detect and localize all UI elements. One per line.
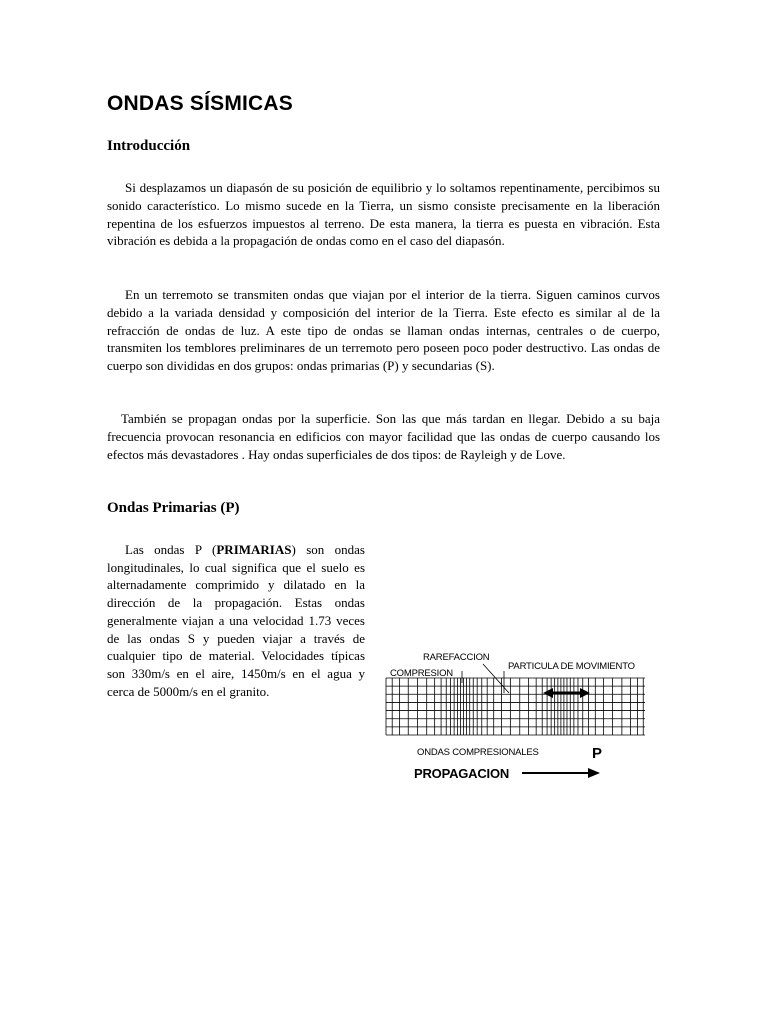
intro-paragraph-1: Si desplazamos un diapasón de su posición de equilibrio y lo soltamos repentinamente, percibimos su sonido característico. Lo mismo sucede en la Tierra, un sismo consiste precisamente en la liberación repentina de los esfuerzos impuestos al terreno. De esta manera, la tierra es puesta en vibración. Esta vibración es debida a la propagación de ondas como en el caso del diapasón. (107, 180, 660, 249)
intro-paragraph-2: En un terremoto se transmiten ondas que viajan por el interior de la tierra. Siguen caminos curvos debido a la variada densidad y composición del interior de la Tierra. Este efecto es similar al de la refracción de ondas de luz. A este tipo de ondas se llaman ondas internas, centrales o de cuerpo, transmiten los temblores preliminares de un terremoto pero poseen poco poder destructivo. Las ondas de cuerpo son divididas en dos grupos: ondas primarias (P) y secundarias (S). (107, 287, 660, 374)
primarias-bold-term: PRIMARIAS (216, 542, 292, 557)
primarias-text-before: Las ondas P ( (125, 542, 217, 557)
propagation-arrow (522, 768, 600, 778)
wave-grid (386, 678, 645, 735)
intro-heading: Introducción (107, 138, 191, 154)
page-title: ONDAS SÍSMICAS (107, 92, 293, 115)
ondas-compresionales-label: ONDAS COMPRESIONALES (417, 747, 539, 758)
p-label: P (592, 745, 602, 762)
primarias-heading: Ondas Primarias (P) (107, 500, 240, 516)
p-wave-figure (383, 648, 673, 788)
compresion-label: COMPRESION (390, 668, 453, 679)
intro-paragraph-3: También se propagan ondas por la superficie. Son las que más tardan en llegar. Debido a su baja frecuencia provocan resonancia en edificios con mayor facilidad que las ondas de cuerpo causando los efectos más devastadores . Hay ondas superficiales de dos tipos: de Rayleigh y de Love. (107, 411, 660, 462)
primarias-text-after: ) son ondas longitudinales, lo cual significa que el suelo es alternadamente comprimido y dilatado en la dirección de la propagación. Estas ondas generalmente viajan a una velocidad 1.73 veces de las ondas S y pueden viajar a través de cualquier tipo de material. Velocidades típicas son 330m/s en el aire, 1450m/s en el agua y cerca de 5000m/s en el granito. (107, 542, 365, 699)
particula-label: PARTICULA DE MOVIMIENTO (508, 661, 635, 672)
propagacion-label: PROPAGACION (414, 766, 510, 781)
rarefaccion-label: RAREFACCION (423, 652, 490, 663)
primarias-paragraph (107, 541, 365, 700)
particle-motion-arrow (543, 688, 590, 698)
